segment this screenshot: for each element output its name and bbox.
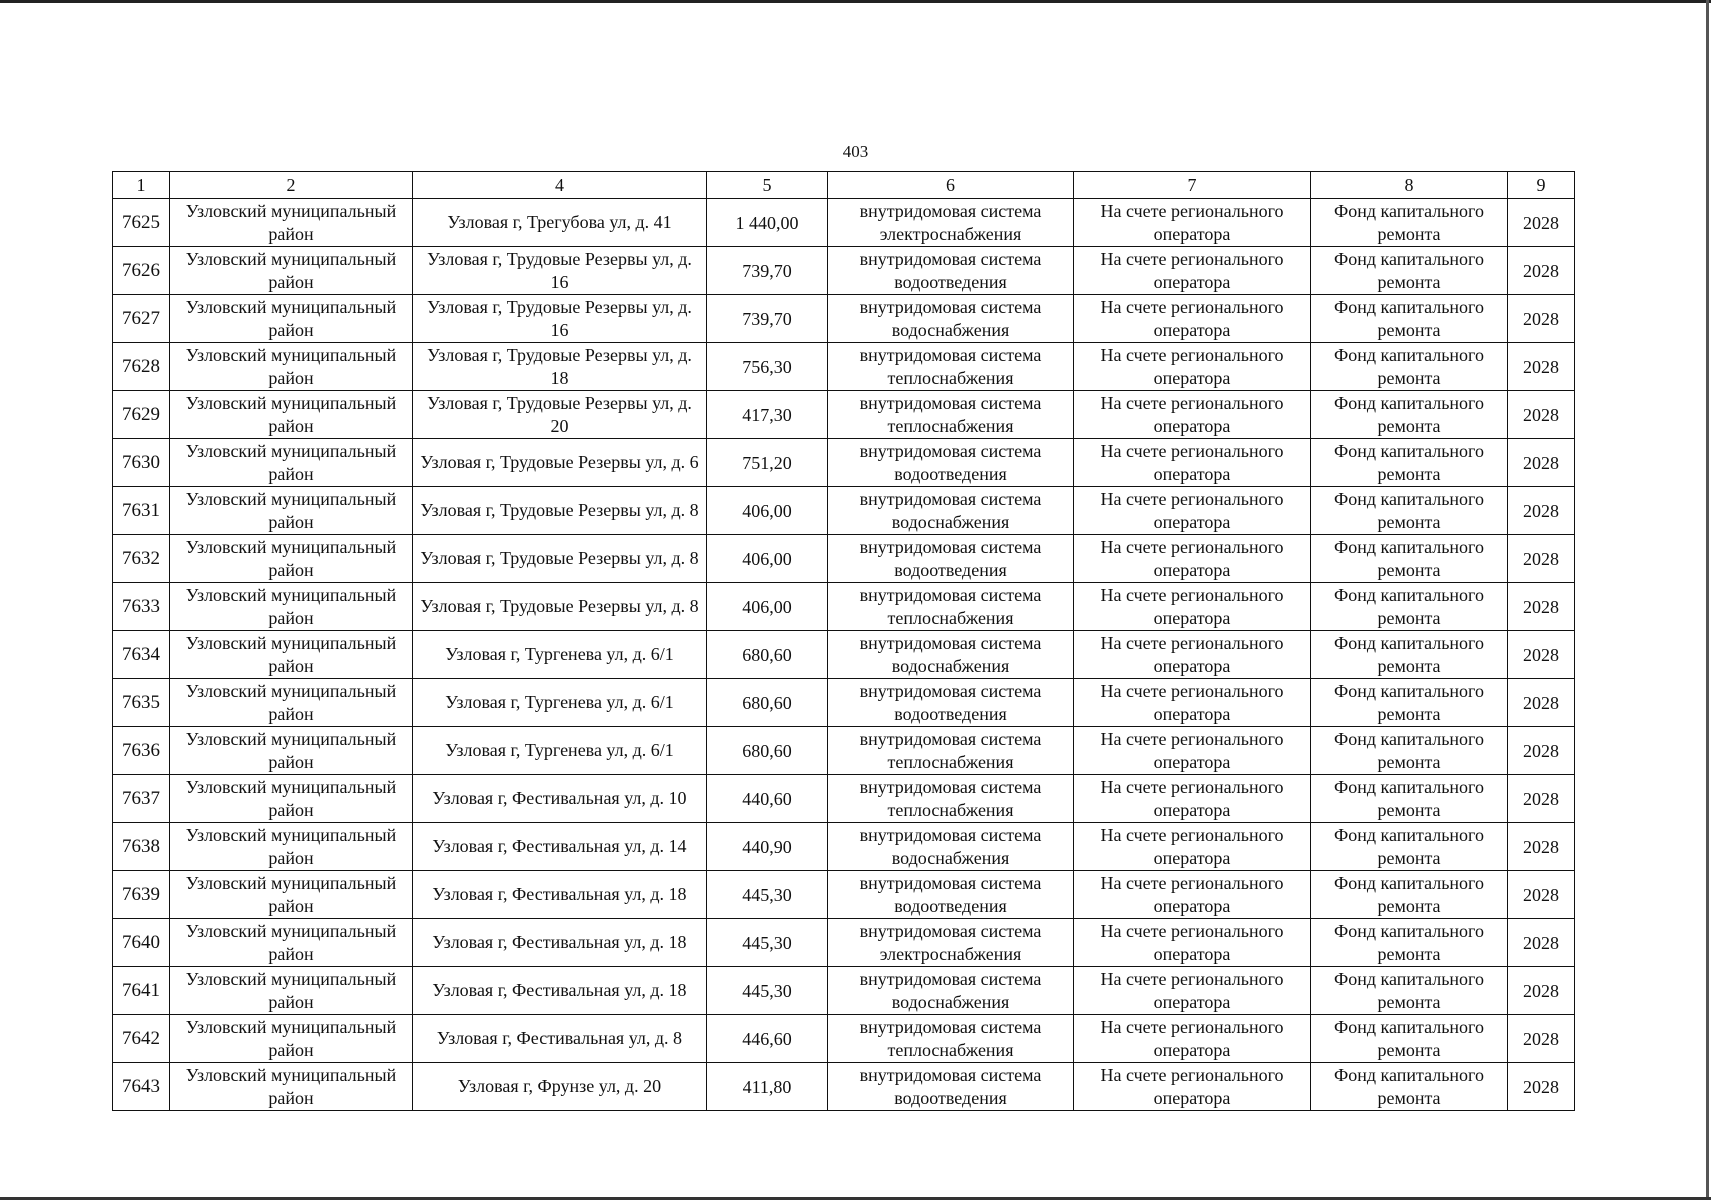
area-cell: 445,30 [707, 871, 828, 919]
source-cell: Фонд капитального ремонта [1311, 247, 1508, 295]
area-cell: 440,90 [707, 823, 828, 871]
address-cell: Узловая г, Трудовые Резервы ул, д. 6 [413, 439, 707, 487]
account-cell: На счете регионального оператора [1074, 967, 1311, 1015]
account-cell: На счете регионального оператора [1074, 919, 1311, 967]
source-cell: Фонд капитального ремонта [1311, 343, 1508, 391]
area-cell: 440,60 [707, 775, 828, 823]
year-cell: 2028 [1508, 295, 1575, 343]
right-border-line [1706, 0, 1709, 1200]
district-cell: Узловский муниципальный район [170, 535, 413, 583]
district-cell: Узловский муниципальный район [170, 199, 413, 247]
source-cell: Фонд капитального ремонта [1311, 679, 1508, 727]
district-cell: Узловский муниципальный район [170, 919, 413, 967]
address-cell: Узловая г, Трудовые Резервы ул, д. 20 [413, 391, 707, 439]
year-cell: 2028 [1508, 919, 1575, 967]
column-header: 1 [113, 172, 170, 199]
source-cell: Фонд капитального ремонта [1311, 775, 1508, 823]
table-row [113, 487, 1575, 535]
system-cell: внутридомовая система электроснабжения [828, 199, 1074, 247]
row-number-cell: 7643 [113, 1063, 170, 1111]
table-row [113, 919, 1575, 967]
row-number-cell: 7640 [113, 919, 170, 967]
column-header: 7 [1074, 172, 1311, 199]
address-cell: Узловая г, Трудовые Резервы ул, д. 16 [413, 295, 707, 343]
district-cell: Узловский муниципальный район [170, 391, 413, 439]
address-cell: Узловая г, Трудовые Резервы ул, д. 8 [413, 535, 707, 583]
account-cell: На счете регионального оператора [1074, 1063, 1311, 1111]
row-number-cell: 7625 [113, 199, 170, 247]
column-header: 5 [707, 172, 828, 199]
account-cell: На счете регионального оператора [1074, 727, 1311, 775]
area-cell: 411,80 [707, 1063, 828, 1111]
source-cell: Фонд капитального ремонта [1311, 391, 1508, 439]
district-cell: Узловский муниципальный район [170, 967, 413, 1015]
address-cell: Узловая г, Фрунзе ул, д. 20 [413, 1063, 707, 1111]
table-body [113, 199, 1575, 1111]
account-cell: На счете регионального оператора [1074, 391, 1311, 439]
system-cell: внутридомовая система теплоснабжения [828, 583, 1074, 631]
source-cell: Фонд капитального ремонта [1311, 199, 1508, 247]
table-row [113, 247, 1575, 295]
page-number: 403 [842, 142, 869, 161]
source-cell: Фонд капитального ремонта [1311, 535, 1508, 583]
table-row [113, 967, 1575, 1015]
table-row [113, 391, 1575, 439]
area-cell: 756,30 [707, 343, 828, 391]
system-cell: внутридомовая система теплоснабжения [828, 343, 1074, 391]
system-cell: внутридомовая система теплоснабжения [828, 727, 1074, 775]
account-cell: На счете регионального оператора [1074, 295, 1311, 343]
system-cell: внутридомовая система водоотведения [828, 871, 1074, 919]
address-cell: Узловая г, Фестивальная ул, д. 10 [413, 775, 707, 823]
row-number-cell: 7630 [113, 439, 170, 487]
source-cell: Фонд капитального ремонта [1311, 439, 1508, 487]
system-cell: внутридомовая система водоснабжения [828, 823, 1074, 871]
system-cell: внутридомовая система водоотведения [828, 535, 1074, 583]
account-cell: На счете регионального оператора [1074, 775, 1311, 823]
column-number-row [113, 172, 1575, 199]
column-header: 8 [1311, 172, 1508, 199]
year-cell: 2028 [1508, 583, 1575, 631]
row-number-cell: 7637 [113, 775, 170, 823]
system-cell: внутридомовая система теплоснабжения [828, 775, 1074, 823]
area-cell: 1 440,00 [707, 199, 828, 247]
district-cell: Узловский муниципальный район [170, 439, 413, 487]
account-cell: На счете регионального оператора [1074, 631, 1311, 679]
area-cell: 406,00 [707, 487, 828, 535]
account-cell: На счете регионального оператора [1074, 1015, 1311, 1063]
year-cell: 2028 [1508, 967, 1575, 1015]
source-cell: Фонд капитального ремонта [1311, 295, 1508, 343]
top-border-line [0, 0, 1711, 3]
system-cell: внутридомовая система водоснабжения [828, 967, 1074, 1015]
source-cell: Фонд капитального ремонта [1311, 487, 1508, 535]
address-cell: Узловая г, Фестивальная ул, д. 8 [413, 1015, 707, 1063]
row-number-cell: 7633 [113, 583, 170, 631]
table-row [113, 679, 1575, 727]
row-number-cell: 7628 [113, 343, 170, 391]
system-cell: внутридомовая система водоотведения [828, 1063, 1074, 1111]
system-cell: внутридомовая система электроснабжения [828, 919, 1074, 967]
year-cell: 2028 [1508, 487, 1575, 535]
year-cell: 2028 [1508, 775, 1575, 823]
row-number-cell: 7638 [113, 823, 170, 871]
system-cell: внутридомовая система водоотведения [828, 439, 1074, 487]
column-header: 6 [828, 172, 1074, 199]
district-cell: Узловский муниципальный район [170, 727, 413, 775]
address-cell: Узловая г, Трегубова ул, д. 41 [413, 199, 707, 247]
system-cell: внутридомовая система водоотведения [828, 247, 1074, 295]
table-row [113, 1015, 1575, 1063]
system-cell: внутридомовая система водоснабжения [828, 295, 1074, 343]
area-cell: 445,30 [707, 919, 828, 967]
district-cell: Узловский муниципальный район [170, 631, 413, 679]
address-cell: Узловая г, Трудовые Резервы ул, д. 16 [413, 247, 707, 295]
table-row [113, 535, 1575, 583]
account-cell: На счете регионального оператора [1074, 343, 1311, 391]
table-row [113, 1063, 1575, 1111]
account-cell: На счете регионального оператора [1074, 439, 1311, 487]
account-cell: На счете регионального оператора [1074, 535, 1311, 583]
column-header: 4 [413, 172, 707, 199]
year-cell: 2028 [1508, 391, 1575, 439]
address-cell: Узловая г, Фестивальная ул, д. 18 [413, 967, 707, 1015]
source-cell: Фонд капитального ремонта [1311, 823, 1508, 871]
row-number-cell: 7636 [113, 727, 170, 775]
district-cell: Узловский муниципальный район [170, 679, 413, 727]
address-cell: Узловая г, Тургенева ул, д. 6/1 [413, 631, 707, 679]
area-cell: 417,30 [707, 391, 828, 439]
column-header: 9 [1508, 172, 1575, 199]
district-cell: Узловский муниципальный район [170, 775, 413, 823]
area-cell: 739,70 [707, 295, 828, 343]
year-cell: 2028 [1508, 439, 1575, 487]
year-cell: 2028 [1508, 823, 1575, 871]
address-cell: Узловая г, Фестивальная ул, д. 14 [413, 823, 707, 871]
year-cell: 2028 [1508, 535, 1575, 583]
area-cell: 446,60 [707, 1015, 828, 1063]
table-row [113, 199, 1575, 247]
account-cell: На счете регионального оператора [1074, 199, 1311, 247]
source-cell: Фонд капитального ремонта [1311, 631, 1508, 679]
area-cell: 406,00 [707, 535, 828, 583]
system-cell: внутридомовая система водоснабжения [828, 487, 1074, 535]
year-cell: 2028 [1508, 871, 1575, 919]
address-cell: Узловая г, Трудовые Резервы ул, д. 18 [413, 343, 707, 391]
address-cell: Узловая г, Трудовые Резервы ул, д. 8 [413, 583, 707, 631]
table-row [113, 823, 1575, 871]
district-cell: Узловский муниципальный район [170, 871, 413, 919]
address-cell: Узловая г, Тургенева ул, д. 6/1 [413, 727, 707, 775]
source-cell: Фонд капитального ремонта [1311, 1015, 1508, 1063]
year-cell: 2028 [1508, 199, 1575, 247]
table-row [113, 775, 1575, 823]
area-cell: 751,20 [707, 439, 828, 487]
row-number-cell: 7626 [113, 247, 170, 295]
district-cell: Узловский муниципальный район [170, 1063, 413, 1111]
row-number-cell: 7639 [113, 871, 170, 919]
row-number-cell: 7642 [113, 1015, 170, 1063]
system-cell: внутридомовая система водоотведения [828, 679, 1074, 727]
table-row [113, 439, 1575, 487]
table-row [113, 631, 1575, 679]
row-number-cell: 7641 [113, 967, 170, 1015]
table-row [113, 727, 1575, 775]
district-cell: Узловский муниципальный район [170, 487, 413, 535]
source-cell: Фонд капитального ремонта [1311, 583, 1508, 631]
account-cell: На счете регионального оператора [1074, 247, 1311, 295]
district-cell: Узловский муниципальный район [170, 295, 413, 343]
table-row [113, 583, 1575, 631]
row-number-cell: 7632 [113, 535, 170, 583]
source-cell: Фонд капитального ремонта [1311, 1063, 1508, 1111]
address-cell: Узловая г, Трудовые Резервы ул, д. 8 [413, 487, 707, 535]
area-cell: 739,70 [707, 247, 828, 295]
year-cell: 2028 [1508, 631, 1575, 679]
system-cell: внутридомовая система теплоснабжения [828, 391, 1074, 439]
system-cell: внутридомовая система теплоснабжения [828, 1015, 1074, 1063]
area-cell: 680,60 [707, 727, 828, 775]
address-cell: Узловая г, Фестивальная ул, д. 18 [413, 871, 707, 919]
year-cell: 2028 [1508, 727, 1575, 775]
row-number-cell: 7627 [113, 295, 170, 343]
district-cell: Узловский муниципальный район [170, 1015, 413, 1063]
account-cell: На счете регионального оператора [1074, 487, 1311, 535]
year-cell: 2028 [1508, 343, 1575, 391]
row-number-cell: 7635 [113, 679, 170, 727]
year-cell: 2028 [1508, 679, 1575, 727]
column-header: 2 [170, 172, 413, 199]
source-cell: Фонд капитального ремонта [1311, 871, 1508, 919]
area-cell: 680,60 [707, 679, 828, 727]
district-cell: Узловский муниципальный район [170, 583, 413, 631]
account-cell: На счете регионального оператора [1074, 679, 1311, 727]
table-row [113, 871, 1575, 919]
area-cell: 406,00 [707, 583, 828, 631]
table-row [113, 343, 1575, 391]
row-number-cell: 7631 [113, 487, 170, 535]
address-cell: Узловая г, Фестивальная ул, д. 18 [413, 919, 707, 967]
system-cell: внутридомовая система водоснабжения [828, 631, 1074, 679]
year-cell: 2028 [1508, 247, 1575, 295]
account-cell: На счете регионального оператора [1074, 823, 1311, 871]
register-table [112, 171, 1575, 1111]
area-cell: 680,60 [707, 631, 828, 679]
source-cell: Фонд капитального ремонта [1311, 919, 1508, 967]
source-cell: Фонд капитального ремонта [1311, 727, 1508, 775]
district-cell: Узловский муниципальный район [170, 247, 413, 295]
district-cell: Узловский муниципальный район [170, 823, 413, 871]
year-cell: 2028 [1508, 1015, 1575, 1063]
district-cell: Узловский муниципальный район [170, 343, 413, 391]
account-cell: На счете регионального оператора [1074, 583, 1311, 631]
row-number-cell: 7629 [113, 391, 170, 439]
source-cell: Фонд капитального ремонта [1311, 967, 1508, 1015]
row-number-cell: 7634 [113, 631, 170, 679]
account-cell: На счете регионального оператора [1074, 871, 1311, 919]
table-row [113, 295, 1575, 343]
area-cell: 445,30 [707, 967, 828, 1015]
year-cell: 2028 [1508, 1063, 1575, 1111]
address-cell: Узловая г, Тургенева ул, д. 6/1 [413, 679, 707, 727]
